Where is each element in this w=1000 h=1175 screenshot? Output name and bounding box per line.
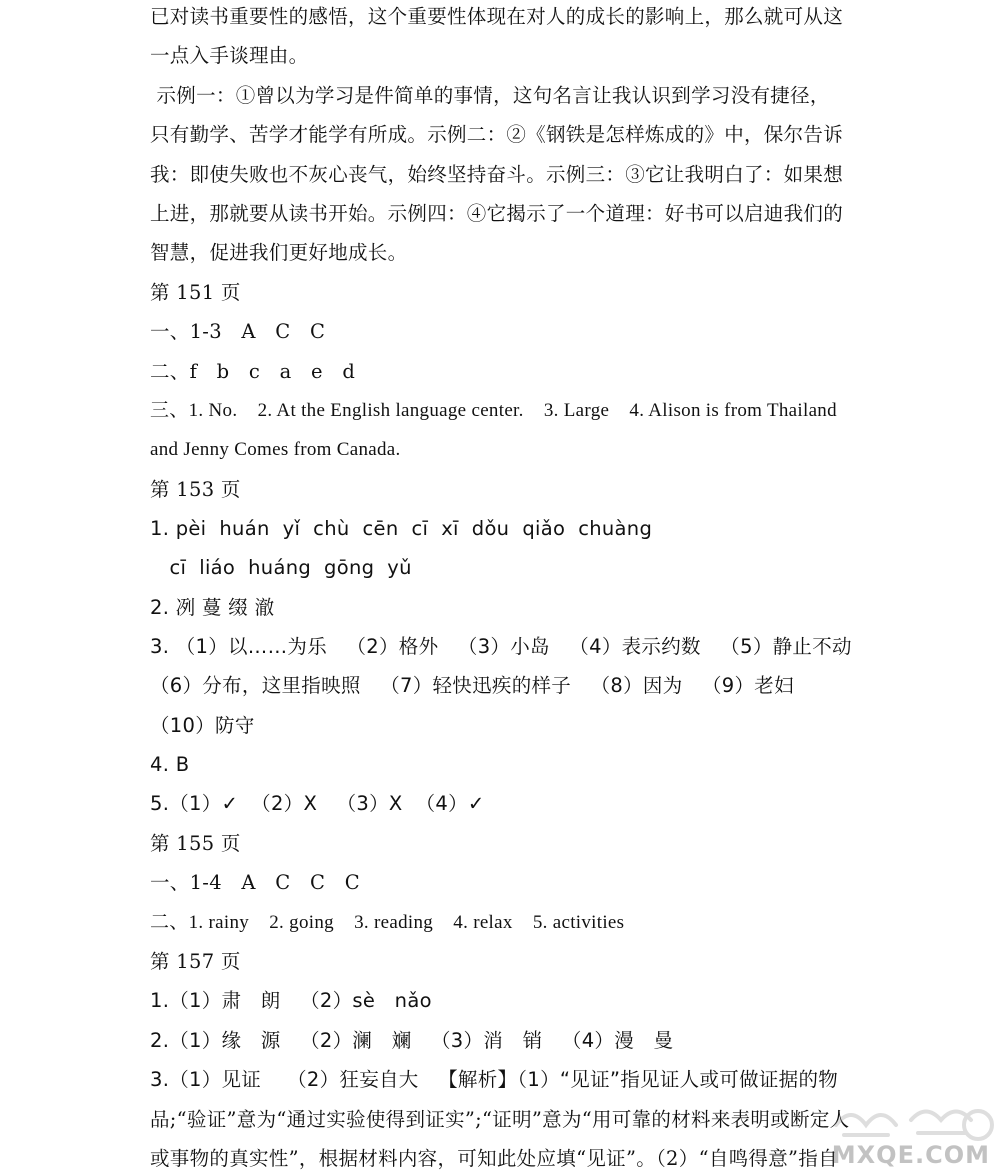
text-line-5: 我：即使失败也不灰心丧气，始终坚持奋斗。示例三：③它让我明白了：如果想: [150, 163, 844, 186]
answer-153-q2: 2. 冽 蔓 缀 澈: [150, 596, 275, 619]
page-heading-153: 第 153 页: [150, 478, 241, 501]
page-heading-155: 第 155 页: [150, 832, 241, 855]
answer-153-q3-cont: （6）分布，这里指映照 （7）轻快迅疾的样子 （8）因为 （9）老妇: [150, 674, 794, 697]
answer-153-q3-cont2: （10）防守: [150, 714, 255, 737]
answer-153-q5: 5.（1）✓ （2）X （3）X （4）✓: [150, 792, 485, 815]
watermark-text: MXQE.COM: [831, 1141, 990, 1169]
text-line-6: 上进，那就要从读书开始。示例四：④它揭示了一个道理：好书可以启迪我们的: [150, 202, 844, 225]
answer-157-q3-cont2: 或事物的真实性”，根据材料内容，可知此处应填“见证”。（2）“自鸣得意”指自: [150, 1147, 838, 1170]
answer-151-part2: 二、f b c a e d: [150, 360, 356, 383]
text-line-4: 只有勤学、苦学才能学有所成。示例二：②《钢铁是怎样炼成的》中，保尔告诉: [150, 123, 844, 146]
page-heading-151: 第 151 页: [150, 281, 241, 304]
text-line-7: 智慧，促进我们更好地成长。: [150, 241, 408, 264]
answer-155-part2: 二、1. rainy 2. going 3. reading 4. relax 5. activities: [150, 912, 625, 933]
text-line-1: 已对读书重要性的感悟，这个重要性体现在对人的成长的影响上，那么就可从这: [150, 5, 844, 28]
answer-153-q1: 1. pèi huán yǐ chù cēn cī xī dǒu qiǎo chuàng: [150, 517, 653, 540]
answer-157-q3-cont: 品;“验证”意为“通过实验使得到证实”;“证明”意为“用可靠的材料来表明或断定人: [150, 1108, 850, 1131]
answer-151-part1: 一、1-3 A C C: [150, 320, 326, 343]
answer-155-part1: 一、1-4 A C C C: [150, 871, 360, 894]
answer-153-q1-cont: cī liáo huáng gōng yǔ: [150, 556, 412, 579]
answer-157-q2: 2.（1）缘 源 （2）澜 斓 （3）消 销 （4）漫 曼: [150, 1029, 674, 1052]
answer-153-q3: 3. （1）以……为乐 （2）格外 （3）小岛 （4）表示约数 （5）静止不动: [150, 635, 852, 658]
answer-157-q1: 1.（1）肃 朗 （2）sè nǎo: [150, 989, 432, 1012]
text-line-3: 示例一：①曾以为学习是件简单的事情，这句名言让我认识到学习没有捷径，: [150, 84, 830, 107]
page-heading-157: 第 157 页: [150, 950, 241, 973]
answer-151-part3-cont: and Jenny Comes from Canada.: [150, 439, 401, 460]
answer-153-q4: 4. B: [150, 753, 190, 776]
text-line-2: 一点入手谈理由。: [150, 44, 309, 67]
answer-151-part3: 三、1. No. 2. At the English language center. 3. Large 4. Alison is from Thailand: [150, 400, 837, 421]
answer-157-q3: 3.（1）见证 （2）狂妄自大 【解析】（1）“见证”指见证人或可做证据的物: [150, 1068, 839, 1091]
